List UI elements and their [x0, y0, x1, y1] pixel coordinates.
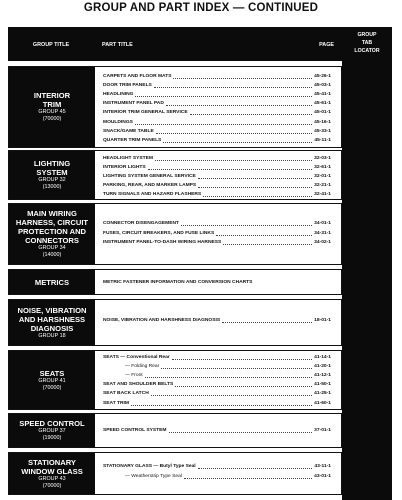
group-code: (70000): [42, 384, 62, 391]
group-label-block: [9, 414, 95, 447]
page-number: 45-61-1: [314, 101, 331, 107]
part-title-list: [103, 300, 331, 345]
part-title: PARKING, REAR, AND MARKER LAMPS: [103, 183, 197, 189]
part-title: SEAT TRIM: [103, 400, 129, 406]
index-section: [8, 299, 342, 346]
part-title: NOISE, VIBRATION AND HARSHNESS DIAGNOSIS: [103, 318, 221, 323]
leader-dots: [151, 390, 312, 396]
group-name-line: AND HARSHNESS: [18, 314, 86, 324]
index-section: [8, 269, 342, 295]
group-number: GROUP 41: [38, 377, 66, 384]
part-title: INSTRUMENT PANEL PAD: [103, 101, 164, 107]
group-label-block: [9, 270, 95, 294]
index-entry[interactable]: [103, 137, 331, 145]
index-entry[interactable]: [103, 372, 331, 380]
part-title: — Folding Rear: [125, 364, 160, 370]
page-title: GROUP AND PART INDEX — CONTINUED: [83, 2, 319, 14]
part-title: CONNECTOR DISENGAGEMENT: [103, 221, 179, 226]
part-title: CARPETS AND FLOOR MATS: [103, 74, 172, 79]
leader-dots: [163, 137, 312, 143]
part-title: SNACK/GAME TABLE: [103, 128, 154, 134]
leader-dots: [169, 427, 313, 433]
group-tab-locator-column: [342, 27, 392, 500]
group-label-block: [9, 351, 95, 409]
index-entry[interactable]: [103, 109, 331, 117]
part-title-list: [103, 453, 331, 494]
index-entry[interactable]: [103, 354, 331, 362]
page-header: PAGE: [319, 42, 334, 48]
part-title: FUSES, CIRCUIT BREAKERS, AND FUSE LINKS: [103, 230, 215, 236]
leader-dots: [135, 119, 312, 125]
page-number: 45-33-1: [314, 128, 331, 134]
part-title: METRIC FASTENER INFORMATION AND CONVERSION CHARTS: [103, 280, 253, 285]
page-number: 45-26-1: [314, 74, 331, 79]
index-entry[interactable]: [103, 239, 331, 247]
part-title: SPEED CONTROL SYSTEM: [103, 428, 167, 433]
part-title: MOULDINGS: [103, 119, 133, 125]
index-section: [8, 350, 342, 410]
group-code: (70000): [42, 116, 62, 122]
leader-dots: [198, 463, 313, 469]
group-label-block: [9, 204, 95, 264]
index-section: [8, 203, 342, 265]
group-name-line: HARNESS, CIRCUIT: [15, 218, 89, 227]
index-entry[interactable]: [103, 164, 331, 172]
leader-dots: [173, 73, 312, 79]
leader-dots: [145, 372, 312, 378]
group-name-line: SYSTEM: [36, 168, 68, 177]
leader-dots: [181, 220, 312, 226]
part-title-list: [103, 67, 331, 147]
group-name-line: SPEED CONTROL: [19, 419, 85, 428]
tab-locator-line-3: LOCATOR: [354, 48, 380, 54]
part-title: DOOR TRIM PANELS: [103, 83, 152, 89]
group-name-line: WINDOW GLASS: [21, 466, 83, 476]
leader-dots: [166, 100, 312, 106]
page-number: 43-11-1: [314, 464, 331, 469]
page-number: 41-25-1: [314, 391, 331, 397]
group-number: GROUP 18: [38, 332, 66, 339]
index-section: [8, 66, 342, 148]
page-number: 45-41-1: [314, 92, 331, 98]
group-name-line: PROTECTION AND: [17, 227, 87, 236]
leader-dots: [175, 381, 312, 387]
group-name-line: TRIM: [42, 100, 62, 109]
leader-dots: [203, 191, 312, 197]
page-number: 45-11-1: [314, 137, 331, 143]
group-name-line: SEATS: [39, 368, 65, 378]
page-number: 41-20-1: [314, 364, 331, 370]
part-title: HEADLINING: [103, 92, 134, 98]
leader-dots: [161, 363, 312, 369]
part-title: SEAT BACK LATCH: [103, 391, 149, 397]
group-number: GROUP 45: [38, 109, 66, 115]
part-title: INSTRUMENT PANEL-TO-DASH WIRING HARNESS: [103, 240, 222, 245]
group-name-line: STATIONARY: [28, 457, 76, 467]
page-number: 32-21-1: [314, 183, 331, 189]
part-title: LIGHTING SYSTEM GENERAL SERVICE: [103, 174, 196, 180]
index-entry[interactable]: [103, 82, 331, 90]
part-title: STATIONARY GLASS — Butyl Type Seal: [103, 464, 196, 469]
page-number: 43-01-1: [314, 474, 331, 479]
index-entry[interactable]: [103, 279, 331, 287]
page-number: 45-16-1: [314, 119, 331, 125]
part-title: QUARTER TRIM PANELS: [103, 137, 162, 143]
part-title-list: [103, 270, 331, 294]
group-name-line: CONNECTORS: [25, 236, 79, 245]
leader-dots: [216, 230, 312, 236]
index-entry[interactable]: [103, 230, 331, 238]
page-number: 41-60-1: [314, 400, 331, 406]
index-entry[interactable]: [103, 73, 331, 81]
part-title: — Weatherstrip Type Seal: [125, 474, 182, 479]
index-entry[interactable]: [103, 155, 331, 163]
index-entry[interactable]: [103, 400, 331, 408]
index-entry[interactable]: [103, 173, 331, 181]
leader-dots: [198, 182, 312, 188]
index-section: [8, 452, 342, 495]
index-entry[interactable]: [103, 317, 331, 325]
leader-dots: [190, 109, 313, 115]
index-section: [8, 413, 342, 448]
index-entry[interactable]: [103, 182, 331, 190]
page-number: 32-01-1: [314, 174, 331, 180]
page-number: 34-02-1: [314, 240, 331, 245]
tab-locator-line-2: TAB: [361, 40, 373, 46]
leader-dots: [172, 354, 312, 360]
group-code: (19000): [42, 435, 62, 441]
index-entry[interactable]: [103, 91, 331, 99]
group-name-line: MAIN WIRING: [27, 209, 77, 218]
leader-dots: [131, 400, 312, 406]
index-entry[interactable]: [103, 119, 331, 127]
page-number: 41-14-1: [314, 355, 331, 360]
page-number: 34-31-1: [314, 230, 331, 236]
leader-dots: [155, 155, 312, 161]
part-title-header: PART TITLE: [102, 42, 133, 48]
page-number: 45-01-1: [314, 110, 331, 116]
page-number: 41-12-1: [314, 373, 331, 379]
leader-dots: [223, 239, 312, 245]
index-entry[interactable]: [103, 220, 331, 228]
index-entry[interactable]: [103, 473, 331, 481]
leader-dots: [184, 473, 312, 479]
group-label-block: [9, 67, 95, 147]
leader-dots: [222, 317, 312, 323]
index-entry[interactable]: [103, 191, 331, 199]
part-title: — Front: [125, 373, 143, 379]
group-code: (70000): [42, 482, 62, 489]
group-label-block: [9, 151, 95, 199]
leader-dots: [254, 279, 329, 285]
group-number: GROUP 43: [38, 475, 66, 482]
group-code: (13000): [42, 184, 62, 190]
part-title: SEATS — Conventional Rear: [103, 355, 170, 360]
leader-dots: [135, 91, 312, 97]
page-number: 18-01-1: [314, 318, 331, 323]
page-number: 32-03-1: [314, 156, 331, 161]
index-entry[interactable]: [103, 100, 331, 108]
index-entry[interactable]: [103, 427, 331, 435]
page-number: 45-03-1: [314, 83, 331, 89]
part-title-list: [103, 151, 331, 199]
group-title-header: GROUP TITLE: [32, 42, 70, 48]
index-entry[interactable]: [103, 381, 331, 389]
index-entry[interactable]: [103, 390, 331, 398]
index-entry[interactable]: [103, 363, 331, 371]
part-title: TURN SIGNALS AND HAZARD FLASHERS: [103, 192, 202, 198]
group-name-line: INTERIOR: [33, 91, 71, 100]
group-name-line: LIGHTING: [33, 159, 71, 168]
part-title: SEAT AND SHOULDER BELTS: [103, 382, 174, 388]
group-name-line: DIAGNOSIS: [30, 323, 74, 333]
group-number: GROUP 37: [38, 428, 66, 434]
group-number: GROUP 34: [38, 245, 66, 251]
page-number: 34-01-1: [314, 221, 331, 226]
index-entry[interactable]: [103, 128, 331, 136]
group-name-line: METRICS: [34, 277, 70, 287]
group-number: GROUP 32: [38, 177, 66, 183]
group-name-line: NOISE, VIBRATION: [17, 305, 87, 315]
index-header-bar: [8, 27, 342, 61]
part-title: INTERIOR LIGHTS: [103, 165, 146, 171]
index-entry[interactable]: [103, 463, 331, 471]
group-label-block: [9, 453, 95, 494]
group-code: (14000): [42, 252, 62, 258]
leader-dots: [154, 82, 312, 88]
part-title: INTERIOR TRIM GENERAL SERVICE: [103, 110, 188, 116]
index-section: [8, 150, 342, 200]
page-number: 37-01-1: [314, 428, 331, 433]
part-title: HEADLIGHT SYSTEM: [103, 156, 153, 161]
tab-locator-line-1: GROUP: [357, 32, 377, 38]
page-number: 32-41-1: [314, 192, 331, 198]
page-number: 32-61-1: [314, 165, 331, 171]
leader-dots: [198, 173, 312, 179]
part-title-list: [103, 414, 331, 447]
leader-dots: [156, 128, 312, 134]
part-title-list: [103, 204, 331, 264]
group-label-block: [9, 300, 95, 345]
page-number: 41-50-1: [314, 382, 331, 388]
part-title-list: [103, 351, 331, 409]
leader-dots: [148, 164, 312, 170]
